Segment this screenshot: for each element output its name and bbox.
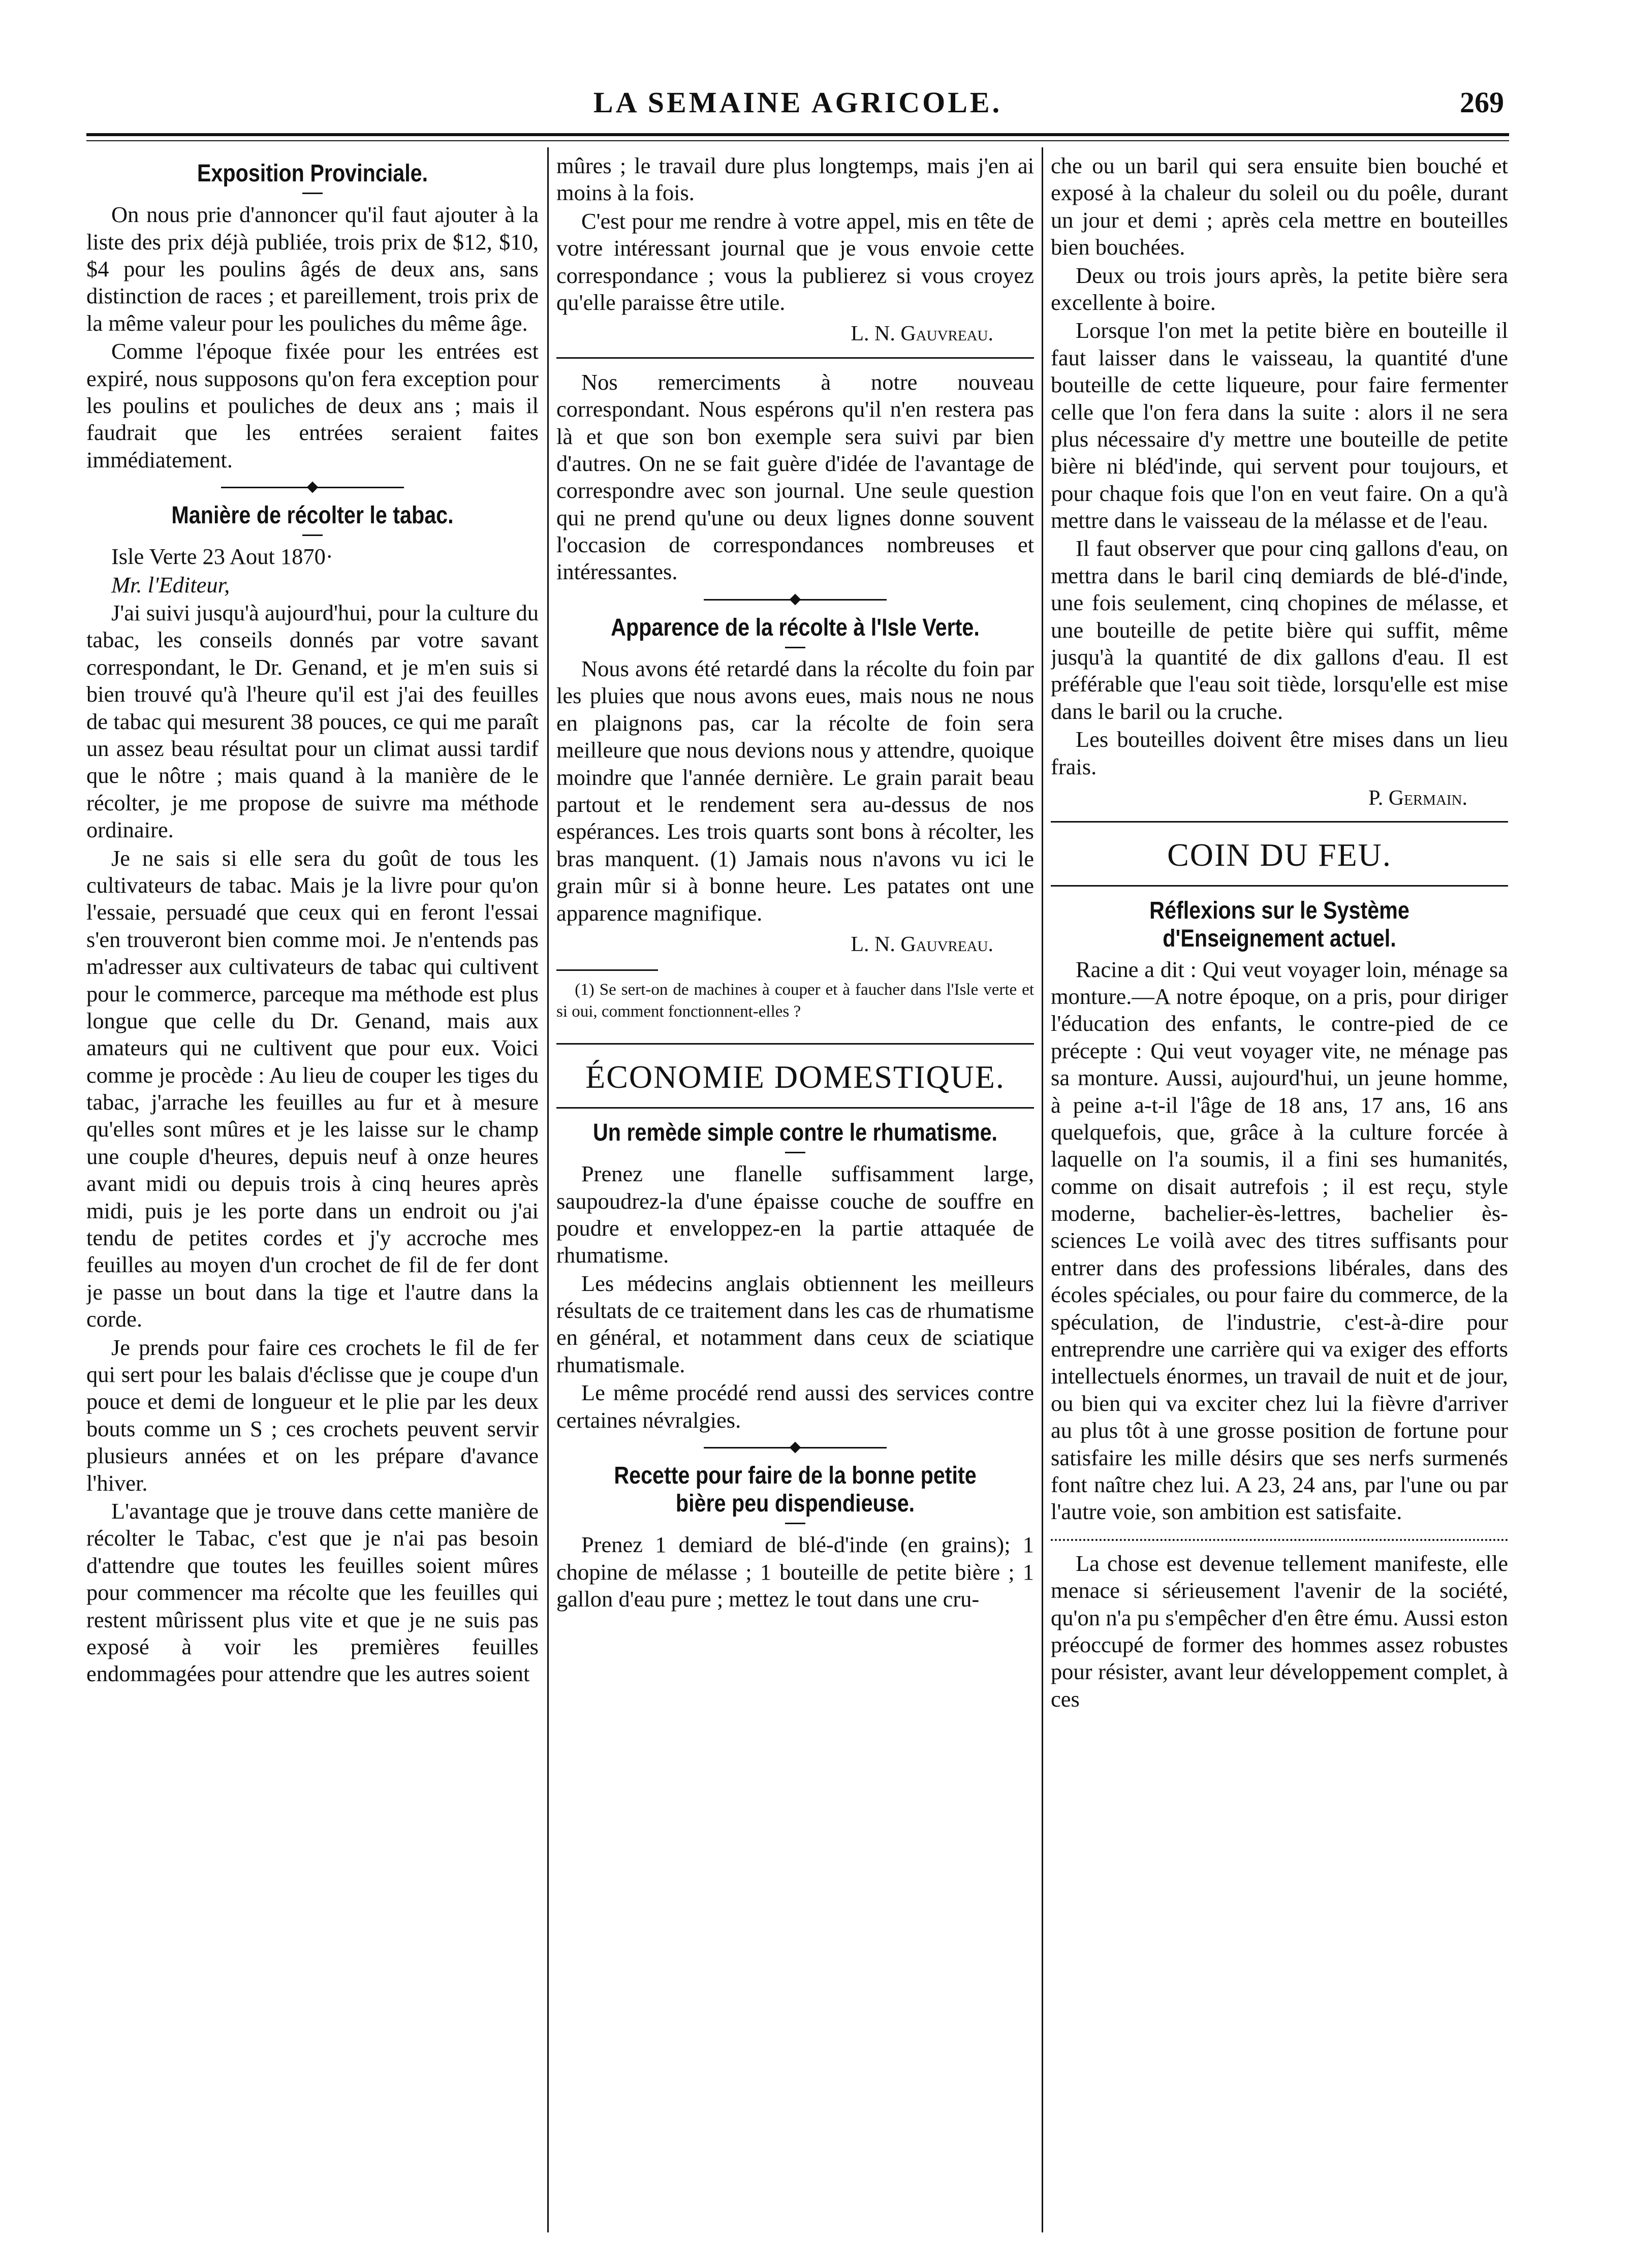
divider-rule (556, 1107, 1034, 1109)
column-divider (1042, 147, 1043, 2232)
divider-rule (1051, 885, 1508, 887)
paragraph: J'ai suivi jusqu'à aujourd'hui, pour la culture du tabac, les conseils donnés par votre savant correspondant, le Dr. Genand, et je m'en suis si bien trouvé qu'à l'heure qu'il est j'ai des feuilles de tabac qui mesurent 38 pouces, ce qui me paraît un assez beau résultat pour un climat aussi tardif que le nôtre ; mais quand à la manière de le récolter, je me propose de suivre ma méthode ordinaire. (86, 600, 539, 843)
dotted-separator (1051, 1539, 1508, 1541)
paragraph: Deux ou trois jours après, la petite bière sera excellente à boire. (1051, 262, 1508, 315)
paragraph: Lorsque l'on met la petite bière en bouteille il faut laisser dans le vaisseau, la quantité d'une bouteille de cette liqueure, pour faire fermenter celle que l'on fera dans la suite : alors il ne sera plus nécessaire d'y mettre une bouteille de petite bière ni bléd'inde, qui servent pour toujours, et pour chaque fois que l'on en veut faire. On a qu'à mettre dans le vaisseau de la mélasse et de l'eau. (1051, 318, 1508, 533)
column-2 (556, 152, 1034, 2238)
footnote-rule (556, 969, 658, 971)
paragraph: Les médecins anglais obtiennent les meilleurs résultats de ce traitement dans les cas de rhumatisme en général, et notamment dans ceux de sciatique rhumatismale. (556, 1270, 1034, 1377)
dateline: Isle Verte 23 Aout 1870· (111, 544, 333, 570)
paragraph: Nous avons été retardé dans la récolte du foin par les pluies que nous avons eues, mais nous ne nous en plaignons pas, car la récolte de foin sera meilleure que nous devions nous y attendre, quoique moindre que l'année dernière. Le grain parait beau partout et le rendement sera au-dessus de nos espérances. Les trois quarts sont bons à récolter, les bras manquent. (1) Jamais nous n'avons vu ici le grain mûr si à bonne heure. Les patates ont une apparence magnifique. (556, 656, 1034, 926)
article-heading: Manière de récolter le tabac. (171, 502, 454, 529)
article-heading: Recette pour faire de la bonne petite bière peu dispendieuse. (614, 1462, 977, 1518)
article-heading: Apparence de la récolte à l'Isle Verte. (611, 614, 980, 641)
salutation: Mr. l'Editeur, (111, 572, 230, 597)
paragraph: Prenez 1 demiard de blé-d'inde (en grains); 1 chopine de mélasse ; 1 bouteille de petite bière ; 1 gallon d'eau pure ; mettez le tout dans une cru- (556, 1532, 1034, 1612)
paragraph: Racine a dit : Qui veut voyager loin, ménage sa monture.—A notre époque, on a pris, pour diriger l'éducation des enfants, le contre-pied de ce précepte : Qui veut voyager vite, ne ménage pas sa monture. Aussi, aujourd'hui, un jeune homme, à peine a-t-il l'âge de 18 ans, 17 ans, 16 ans quelquefois, que, grâce à la culture forcée à laquelle on l'a soumis, il a fini ses humanités, comme on disait autrefois ; il est reçu, style moderne, bachelier-ès-lettres, bachelier ès-sciences Le voilà avec des titres suffisants pour entrer dans des professions libérales, dans des écoles spéciales, ou pour faire du commerce, de la spéculation, de l'industrie, c'est-à-dire pour entreprendre une carrière qui va exiger des efforts intellectuels énormes, un travail de nuit et de jour, ou bien qui va exciter chez lui la fièvre d'arriver au plus tôt à une grosse position de fortune pour satisfaire les mille désirs que ses nerfs surmenés font naître chez lui. A 23, 24 ans, par l'une ou par l'autre voie, son ambition est satisfaite. (1051, 956, 1508, 1525)
signature: L. N. Gauvreau. (851, 932, 993, 956)
section-title: ÉCONOMIE DOMESTIQUE. (585, 1059, 1005, 1095)
divider-rule (556, 1043, 1034, 1045)
column-3 (1051, 152, 1508, 2238)
heading-dash (785, 1152, 805, 1153)
paragraph: mûres ; le travail dure plus longtemps, mais j'en ai moins à la fois. (556, 153, 1034, 206)
column-divider (547, 147, 549, 2232)
heading-dash (302, 193, 323, 194)
paragraph: Je prends pour faire ces crochets le fil de fer qui sert pour les balais d'éclisse que je coupe d'un pouce et demi de longueur et le plie par les deux bouts comme un S ; ces crochets peuvent servir plusieurs années et on les prépare d'avance l'hiver. (86, 1334, 539, 1496)
footnote: (1) Se sert-on de machines à couper et à faucher dans l'Isle verte et si oui, comment fonctionnent-elles ? (556, 981, 1034, 1021)
header-rule-thin (86, 140, 1509, 141)
paragraph: L'avantage que je trouve dans cette manière de récolter le Tabac, c'est que je n'ai pas besoin d'attendre que toutes les feuilles soient mûres pour commencer ma récolte que les feuilles qui restent mûrissent plus vite et que je ne suis pas exposé à voir les premières feuilles endommagées pour attendre que les autres soient (86, 1498, 539, 1687)
divider-rule (1051, 821, 1508, 823)
article-heading: Réflexions sur le Système d'Enseignement actuel. (1149, 897, 1409, 953)
paragraph: La chose est devenue tellement manifeste, elle menace si sérieusement l'avenir de la société, qu'on n'a pu s'empêcher d'en être ému. Aussi eston préoccupé de former des hommes assez robustes pour résister, avant leur développement complet, à ces (1051, 1550, 1508, 1712)
page-number: 269 (1460, 86, 1504, 119)
paragraph: Prenez une flanelle suffisamment large, saupoudrez-la d'une épaisse couche de souffre en poudre et enveloppez-en la partie attaquée de rhumatisme. (556, 1161, 1034, 1268)
paragraph: On nous prie d'annoncer qu'il faut ajouter à la liste des prix déjà publiée, trois prix de $12, $10, $4 pour les poulins âgés de deux ans, sans distinction de races ; et pareillement, trois prix de la même valeur pour les pouliches du même âge. (86, 202, 539, 336)
paragraph: Nos remerciments à notre nouveau correspondant. Nous espérons qu'il n'en restera pas là et que son bon exemple sera suivi par bien d'autres. On ne se fait guère d'idée de l'avantage de correspondre avec son journal. Une seule question qui ne prend qu'une ou deux lignes donne souvent l'occasion de correspondances nombreuses et intéressantes. (556, 369, 1034, 585)
header-rule (86, 133, 1509, 136)
paragraph: Comme l'époque fixée pour les entrées est expiré, nous supposons qu'on fera exception pour les poulins et pouliches de deux ans ; mais il faudrait que les entrées seraient faites immédiatement. (86, 338, 539, 472)
publication-title: LA SEMAINE AGRICOLE. (593, 86, 1003, 119)
divider-rule (556, 357, 1034, 359)
ornament-divider (704, 1447, 887, 1448)
paragraph: che ou un baril qui sera ensuite bien bouché et exposé à la chaleur du soleil ou du poêle, durant un jour et demi ; après cela mettre en bouteilles bien bouchées. (1051, 153, 1508, 260)
paragraph: Je ne sais si elle sera du goût de tous les cultivateurs de tabac. Mais je la livre pour qu'on l'essaie, persuadé que ceux qui en feront l'essai s'en trouveront bien comme moi. Je n'entends pas m'adresser aux cultivateurs de tabac qui cultivent pour le commerce, parceque ma méthode est plus longue que celle du Dr. Genand, mais aux amateurs qui ne cultivent que pour eux. Voici comme je procède : Au lieu de couper les tiges du tabac, j'arrache les feuilles au fur et à mesure qu'elles sont mûres et je les laisse sur le champ une couple d'heures, depuis neuf à onze heures avant midi ou depuis trois à cinq heures après midi, puis je les porte dans un endroit ou j'ai tendu de petites cordes et j'y accroche mes feuilles au moyen d'un crochet de fil de fer dont je passe un bout dans la tige et l'autre dans la corde. (86, 845, 539, 1332)
section-title: COIN DU FEU. (1167, 837, 1392, 873)
heading-dash (785, 1523, 805, 1524)
paragraph: C'est pour me rendre à votre appel, mis en tête de votre intéressant journal que je vous envoie cette correspondance ; vous la publierez si vous croyez qu'elle paraisse être utile. (556, 208, 1034, 315)
paragraph: Il faut observer que pour cinq gallons d'eau, on mettra dans le baril cinq demiards de blé-d'inde, une fois seulement, cinq chopines de mélasse, et une bouteille de petite bière qui suffit, même jusqu'à la quantité de dix gallons d'eau. Il est préférable que l'eau soit tiède, lorsqu'elle est mise dans le baril ou la cruche. (1051, 536, 1508, 724)
signature: P. Germain. (1368, 786, 1467, 810)
article-heading: Un remède simple contre le rhumatisme. (592, 1119, 998, 1146)
heading-dash (785, 647, 805, 648)
paragraph: Le même procédé rend aussi des services contre certaines névralgies. (556, 1380, 1034, 1433)
ornament-divider (704, 599, 887, 601)
ornament-divider (221, 487, 404, 488)
heading-dash (302, 534, 323, 536)
article-heading: Exposition Provinciale. (197, 160, 428, 187)
signature: L. N. Gauvreau. (851, 322, 993, 346)
paragraph: Les bouteilles doivent être mises dans un lieu frais. (1051, 727, 1508, 779)
column-1 (86, 152, 539, 2238)
